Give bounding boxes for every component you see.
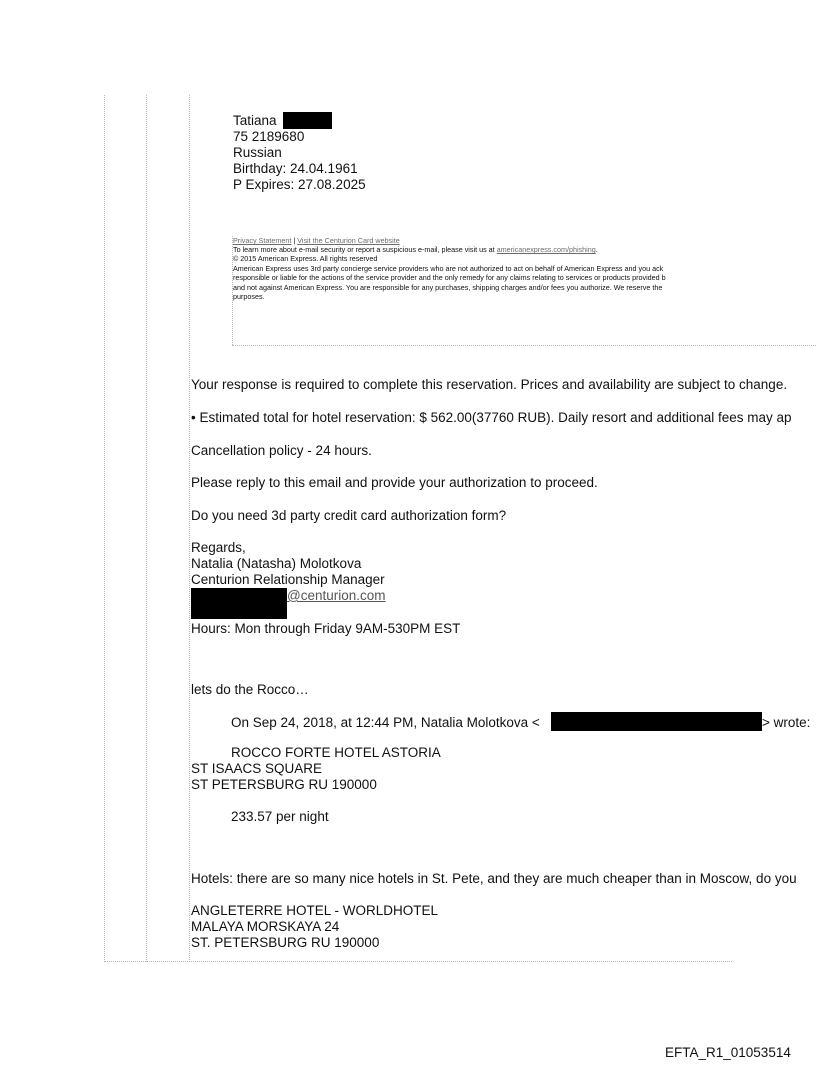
regards: Regards,: [191, 540, 246, 555]
link-separator: |: [291, 236, 298, 245]
phishing-link[interactable]: americanexpress.com/phishing: [496, 245, 596, 254]
hotel-street: ST ISAACS SQUARE: [191, 761, 323, 776]
disclaimer-line-2: responsible or liable for the actions of the service provider and the only remedy for any claims relating to services or products provided b: [233, 273, 666, 282]
sender-title: Centurion Relationship Manager: [191, 572, 385, 587]
disclaimer-line-3: and not against American Express. You are responsible for any purchases, shipping charges and/or fees you authorize. We reserve the: [233, 283, 663, 292]
passenger-name-line: [233, 113, 277, 129]
bates-number: EFTA_R1_01053514: [665, 1045, 791, 1060]
security-period: .: [595, 245, 598, 254]
office-hours: Hours: Mon through Friday 9AM-530PM EST: [191, 621, 461, 636]
passport-number: 75 2189680: [233, 129, 305, 144]
passport-expiry: P Expires: 27.08.2025: [233, 177, 366, 192]
redacted-sender-email: [551, 712, 762, 731]
reply-text: lets do the Rocco…: [191, 682, 309, 697]
quote-border-middle: [146, 95, 147, 962]
nationality: Russian: [233, 145, 282, 160]
sender-email-domain: [287, 588, 386, 604]
passenger-first-name: Tatiana: [233, 113, 277, 128]
form-question: Do you need 3d party credit card authorization form?: [191, 508, 507, 523]
birthday: Birthday: 24.04.1961: [233, 161, 358, 176]
disclaimer-line-1: American Express uses 3rd party concierge service providers who are not authorized to act on behalf of American Express and you ack: [233, 264, 664, 273]
cancellation-policy: Cancellation policy - 24 hours.: [191, 443, 372, 458]
reply-request: Please reply to this email and provide your authorization to proceed.: [191, 475, 598, 490]
hotel-rate: 233.57 per night: [231, 809, 329, 824]
alt-hotel-street: MALAYA MORSKAYA 24: [191, 919, 340, 934]
quote-border-right: [189, 95, 190, 962]
email-link[interactable]: @centurion.com: [287, 588, 386, 603]
footer-box-bottom: [232, 345, 816, 346]
copyright: © 2015 American Express. All rights reserved: [233, 254, 378, 263]
hotels-note: Hotels: there are so many nice hotels in St. Pete, and they are much cheaper than in Moscow, do you: [191, 871, 797, 886]
redacted-email-user: [191, 588, 287, 619]
privacy-statement-link[interactable]: Privacy Statement: [233, 236, 292, 245]
alt-hotel-name: ANGLETERRE HOTEL - WORLDHOTEL: [191, 903, 439, 918]
hotel-city: ST PETERSBURG RU 190000: [191, 777, 377, 792]
quote-border-left: [104, 95, 105, 962]
sender-name: Natalia (Natasha) Molotkova: [191, 556, 362, 571]
quote-border-bottom: [104, 961, 732, 962]
security-text: To learn more about e-mail security or report a suspicious e-mail, please visit us at: [233, 245, 497, 254]
redacted-surname: [283, 112, 332, 129]
quote-header: On Sep 24, 2018, at 12:44 PM, Natalia Molotkova <: [231, 715, 540, 730]
alt-hotel-city: ST. PETERSBURG RU 190000: [191, 935, 380, 950]
centurion-website-link[interactable]: Visit the Centurion Card website: [297, 236, 400, 245]
disclaimer-line-4: purposes.: [233, 292, 265, 301]
quote-header-wrote: > wrote:: [762, 715, 811, 730]
estimated-total: • Estimated total for hotel reservation: $ 562.00(37760 RUB). Daily resort and additional fees may ap: [191, 410, 792, 425]
hotel-name: ROCCO FORTE HOTEL ASTORIA: [231, 745, 441, 760]
response-required: Your response is required to complete this reservation. Prices and availability are subject to change.: [191, 377, 788, 392]
